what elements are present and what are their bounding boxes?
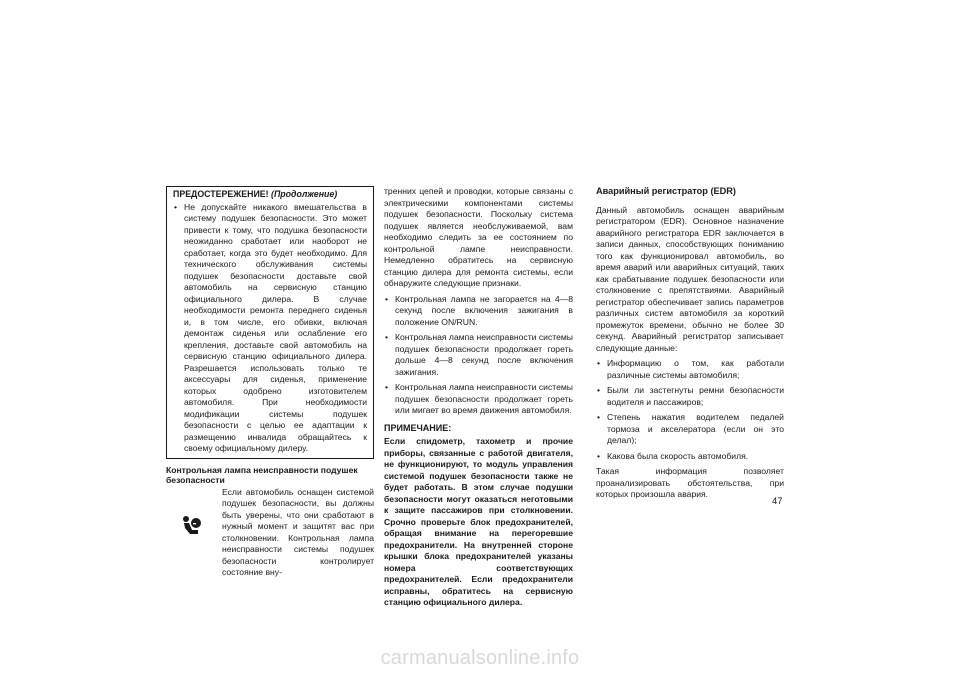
lamp-item: • Контрольная лампа неисправности системы подушек безопасности продолжает гореть дольше 4—8 секунд после включения зажигания.	[384, 332, 573, 378]
warning-list	[173, 202, 367, 455]
page-number: 47	[772, 496, 783, 507]
lamp-list	[384, 294, 573, 417]
edr-item: • Степень нажатия водителем педалей тормоза и акселератора (если он это делал);	[596, 412, 784, 447]
lamp-item: • Контрольная лампа не загорается на 4—8 секунд после включения зажигания в положение ON/RUN.	[384, 294, 573, 329]
warning-title-text: ПРЕДОСТЕРЕЖЕНИЕ!	[173, 189, 269, 199]
edr-list	[596, 358, 784, 462]
warning-item: • Не допускайте никакого вмешательства в систему подушек безопасности. Это может привести к тому, что подушка безопасности неожиданно сработает или наоборот не сработает, когда это будет необходимо. Для технического обслуживания системы подушек безопасности доставьте свой автомобиль на сервисную станцию официального дилера. В случае необходимости ремонта переднего сиденья и, в том числе, его обивки, включая демонтаж сиденья или ослабление его крепления, доставьте свой автомобиль на сервисную станцию официального дилера. Разрешается использовать только те аксессуары для сиденья, применение которых одобрено изготовителем автомобиля. При необходимости модификации системы подушек безопасности с целью ее адаптации к размещению инвалида обращайтесь к своему официальному дилеру.	[173, 202, 367, 455]
warning-box	[166, 186, 374, 459]
edr-para: Данный автомобиль оснащен аварийным регистратором (EDR). Основное назначение аварийного регистратора EDR заключается в записи данных, способствующих пониманию того как функционировал автомобиль, во время аварий или аварийных ситуаций, таких как срабатывание подушек безопасности или столкновение с препятствиями. Аварийный регистратор обеспечивает запись параметров различных систем автомобиля за короткий промежуток времени, обычно не более 30 секунд. Аварийный регистратор записывает следующие данные:	[596, 204, 784, 353]
lamp-para-2: тренних цепей и проводки, которые связаны с электрическими компонентами системы подушек безопасности. Поскольку система подушек является необслуживаемой, вам необходимо следить за ее состоянием по контрольной лампе неисправности. Немедленно обратитесь на сервисную станцию дилера для ремонта системы, если обнаружите следующие признаки.	[384, 186, 573, 288]
column-middle	[384, 186, 573, 609]
watermark-link[interactable]: carmanualsonline.info	[380, 647, 580, 669]
warning-continued: (Продолжение)	[271, 189, 338, 199]
lamp-para-1: Если автомобиль оснащен системой подушек безопасности, вы должны быть уверены, что они сработают в нужный момент и защитят вас при столкновении. Контрольная лампа неисправности системы подушек безопасности контролирует состояние вну-	[222, 486, 374, 577]
lamp-intro	[166, 487, 374, 579]
edr-item: • Были ли застегнуты ремни безопасности водителя и пассажиров;	[596, 385, 784, 408]
lamp-icon-wrap	[166, 487, 222, 537]
lamp-heading: Контрольная лампа неисправности подушек безопасности	[166, 464, 358, 485]
lamp-item: • Контрольная лампа неисправности системы подушек безопасности продолжает гореть или мигает во время движения автомобиля.	[384, 382, 573, 417]
column-right	[596, 186, 784, 505]
note-title: ПРИМЕЧАНИЕ:	[384, 422, 452, 433]
edr-closing: Такая информация позволяет проанализировать обстоятельства, при которых произошла авария.	[596, 466, 784, 499]
edr-item: • Информацию о том, как работали различные системы автомобиля;	[596, 358, 784, 381]
warning-title	[173, 189, 367, 201]
note-body: Если спидометр, тахометр и прочие приборы, связанные с работой двигателя, не функционируют, то модуль управления системой подушек безопасности также не будет работать. В этом случае подушки безопасности могут оказаться неготовыми к защите пассажиров при столкновении. Срочно проверьте блок предохранителей, обращая внимание на перегоревшие предохранители. На внутренней стороне крышки блока предохранителей указаны номера соответствующих предохранителей. Если предохранители исправны, обратитесь на сервисную станцию официального дилера.	[384, 436, 573, 607]
edr-item: • Какова была скорость автомобиля.	[596, 451, 784, 463]
column-left	[166, 186, 374, 579]
edr-heading: Аварийный регистратор (EDR)	[596, 186, 736, 196]
airbag-warning-icon	[181, 515, 207, 537]
